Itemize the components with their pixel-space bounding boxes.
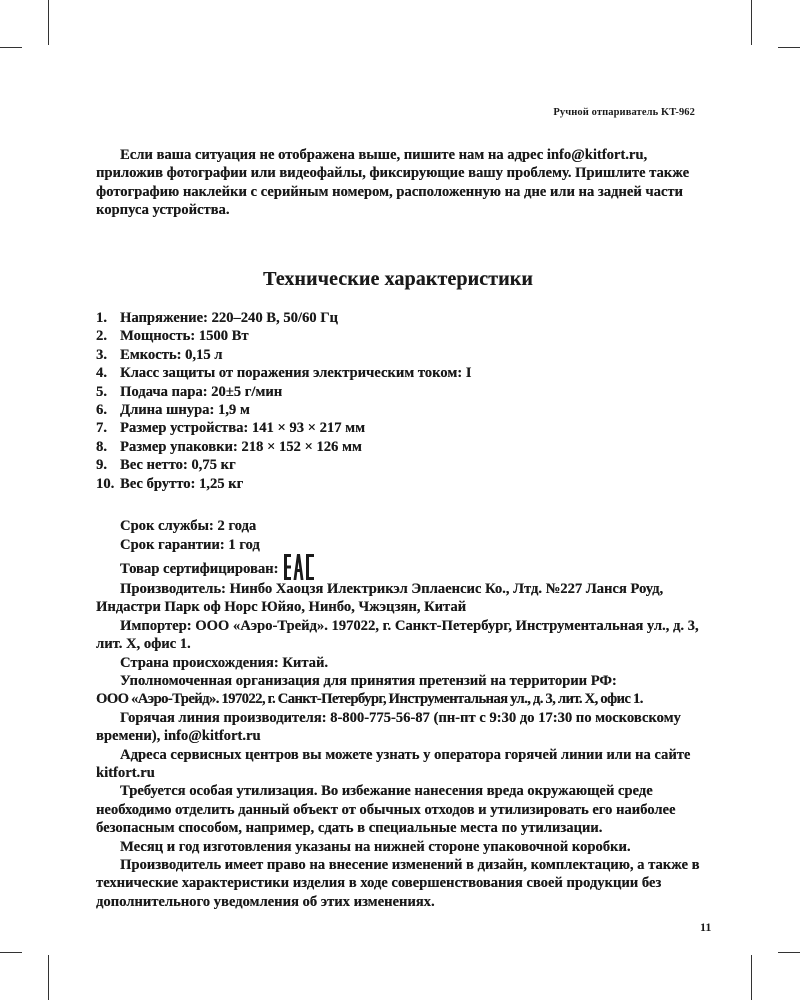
running-header: Ручной отпариватель KT-962 xyxy=(553,107,695,118)
crop-mark xyxy=(48,955,49,1000)
spec-item: 6. Длина шнура: 1,9 м xyxy=(96,402,250,419)
service-centers: Адреса сервисных центров вы можете узнать у оператора горячей линии или на сайте kitfort.ru xyxy=(96,746,691,781)
certification-line xyxy=(96,554,700,580)
spec-item: 9. Вес нетто: 0,75 кг xyxy=(96,457,236,474)
hotline: Горячая линия производителя: 8-800-775-56-87 (пн-пт с 9:30 до 17:30 по московскому времени), info@kitfort.ru xyxy=(96,709,681,745)
specs-list xyxy=(96,309,700,493)
intro-paragraph: Если ваша ситуация не отображена выше, пишите нам на адрес info@kitfort.ru, приложив фотографии или видеофайлы, фиксирующие вашу проблему. Пришлите также фотографию наклейки с серийным номером, расположенную на дне или на задней части корпуса устройства. xyxy=(96,147,690,219)
spec-item: 10. Вес брутто: 1,25 кг xyxy=(96,475,244,492)
spec-item: 4. Класс защиты от поражения электрическим током: I xyxy=(96,365,472,382)
claims-organization-label: Уполномоченная организация для принятия претензий на территории РФ: xyxy=(120,672,617,689)
warranty: Срок гарантии: 1 год xyxy=(120,536,260,553)
page-number: 11 xyxy=(700,920,712,934)
crop-mark xyxy=(48,0,49,45)
claims-organization-address: ООО «Аэро-Трейд». 197022, г. Санкт-Петербург, Инструментальная ул., д. 3, лит. Х, офис 1. xyxy=(96,691,643,708)
crop-mark xyxy=(751,955,752,1000)
spec-item: 7. Размер устройства: 141 × 93 × 217 мм xyxy=(96,420,366,437)
spec-item: 2. Мощность: 1500 Вт xyxy=(96,328,249,345)
manufacturer: Производитель: Нинбо Хаоцзя Илектрикэл Эплаенсис Ко., Лтд. №227 Ланся Роуд, Индастри Парк оф Норс Юйяо, Нинбо, Чжэцзян, Китай xyxy=(96,580,664,616)
spec-item: 1. Напряжение: 220–240 В, 50/60 Гц xyxy=(96,310,338,327)
crop-mark xyxy=(751,0,752,45)
spec-item: 3. Емкость: 0,15 л xyxy=(96,346,223,363)
service-life: Срок службы: 2 года xyxy=(120,518,257,535)
importer: Импортер: ООО «Аэро-Трейд». 197022, г. Санкт-Петербург, Инструментальная ул., д. 3, лит. Х, офис 1. xyxy=(96,617,699,653)
crop-mark xyxy=(0,952,22,953)
section-title: Технические характеристики xyxy=(263,267,533,290)
crop-mark xyxy=(778,47,800,48)
crop-mark xyxy=(778,952,800,953)
crop-mark xyxy=(0,47,22,48)
spec-item: 5. Подача пара: 20±5 г/мин xyxy=(96,383,283,400)
certified-label: Товар сертифицирован: xyxy=(120,560,279,577)
country-of-origin: Страна происхождения: Китай. xyxy=(120,654,329,671)
changes-notice: Производитель имеет право на внесение изменений в дизайн, комплектацию, а также в технические характеристики изделия в ходе совершенствования своей продукции без дополнительного уведомления об этих изменениях. xyxy=(96,857,700,910)
eac-certification-icon xyxy=(284,554,316,580)
spacer xyxy=(96,493,700,517)
spec-item: 8. Размер упаковки: 218 × 152 × 126 мм xyxy=(96,438,362,455)
page-content xyxy=(96,146,700,911)
manufacture-date-notice: Месяц и год изготовления указаны на нижней стороне упаковочной коробки. xyxy=(120,838,631,855)
disposal-notice: Требуется особая утилизация. Во избежание нанесения вреда окружающей среде необходимо отделить данный объект от обычных отходов и утилизировать его наиболее безопасным способом, например, сдать в специальные места по утилизации. xyxy=(96,783,676,837)
